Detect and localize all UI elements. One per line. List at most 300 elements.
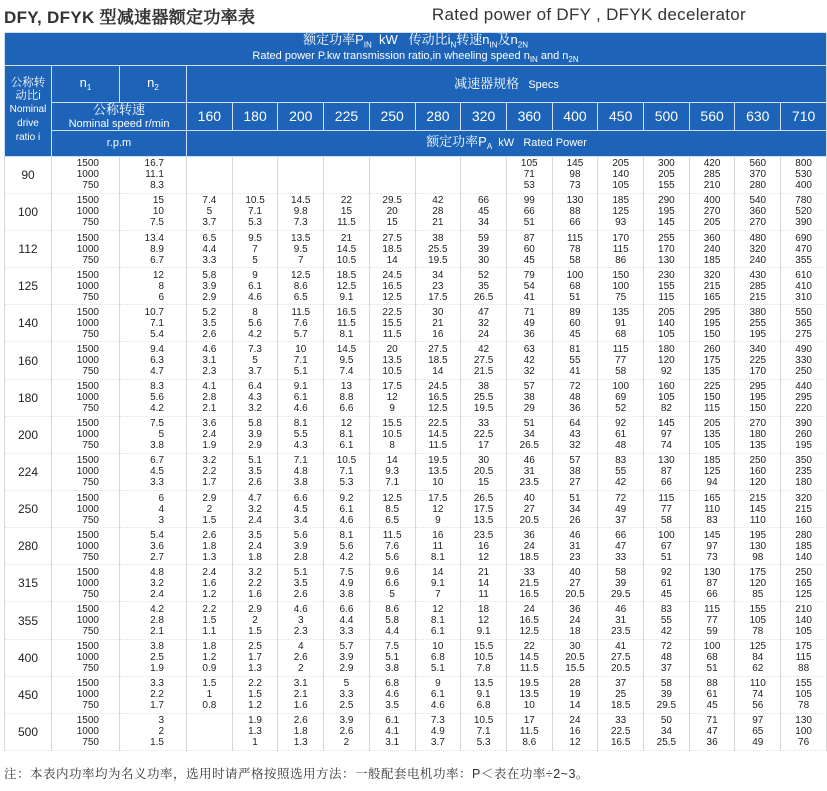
power-cell: 33 21.5 16.5 [506, 565, 552, 602]
power-cell: 24 16 12 [552, 713, 598, 750]
ratio-cell: 160 [5, 342, 52, 379]
n1-cell: 1500 1000 750 [52, 528, 120, 565]
spec-size: 450 [598, 103, 644, 130]
n2-cell: 15 10 7.5 [120, 193, 187, 230]
power-cell: 110 74 56 [735, 676, 781, 713]
power-cell: 130 88 66 [552, 193, 598, 230]
ratio-cell: 224 [5, 453, 52, 490]
power-cell: 5.1 3.5 2.6 [278, 565, 324, 602]
power-cell: 57 38 27 [552, 453, 598, 490]
header-rpm: r.p.m [52, 130, 187, 156]
power-cell: 210 140 105 [781, 602, 827, 639]
power-cell: 6.8 4.6 3.5 [369, 676, 415, 713]
n2-cell: 16.7 11.1 8.3 [120, 156, 187, 193]
table-row [5, 713, 827, 750]
power-cell: 72 49 37 [598, 491, 644, 528]
power-cell: 8 5.6 4.2 [232, 305, 278, 342]
power-cell: 92 61 48 [598, 416, 644, 453]
power-cell: 13.5 9.1 6.8 [461, 676, 507, 713]
power-cell: 255 170 130 [644, 231, 690, 268]
power-cell: 145 97 74 [644, 416, 690, 453]
power-cell: 2.6 1.8 1.3 [278, 713, 324, 750]
power-cell: 58 39 29.5 [598, 565, 644, 602]
power-cell: 9.2 6.1 4.6 [324, 491, 370, 528]
table-row [5, 416, 827, 453]
n2-cell: 8.3 5.6 4.2 [120, 379, 187, 416]
power-cell: 89 60 45 [552, 305, 598, 342]
power-cell: 2.5 1.7 1.3 [232, 639, 278, 676]
power-cell: 690 470 355 [781, 231, 827, 268]
power-cell: 10.5 7.1 5.3 [324, 453, 370, 490]
power-cell: 42 28 21 [415, 193, 461, 230]
n2-cell: 9.4 6.3 4.7 [120, 342, 187, 379]
power-cell: 92 61 45 [644, 565, 690, 602]
ratio-cell: 450 [5, 676, 52, 713]
power-cell: 7.3 5 3.7 [232, 342, 278, 379]
power-cell: 2.6 1.8 1.3 [187, 528, 233, 565]
power-cell: 40 27 20.5 [552, 565, 598, 602]
power-cell: 81 55 41 [552, 342, 598, 379]
power-cell: 270 180 135 [735, 416, 781, 453]
ratio-cell: 200 [5, 416, 52, 453]
power-cell: 38 25.5 19.5 [415, 231, 461, 268]
power-cell: 1.8 1.2 0.9 [187, 639, 233, 676]
power-cell: 160 105 82 [644, 379, 690, 416]
ratio-cell: 125 [5, 268, 52, 305]
power-cell: 440 295 220 [781, 379, 827, 416]
power-cell: 6.5 4.4 3.3 [187, 231, 233, 268]
ratio-cell: 315 [5, 565, 52, 602]
power-cell: 4.6 3 2.3 [278, 602, 324, 639]
power-cell: 14.5 9.8 7.3 [278, 193, 324, 230]
power-cell: 225 150 115 [689, 379, 735, 416]
power-cell: 100 68 51 [689, 639, 735, 676]
power-cell: 87 60 45 [506, 231, 552, 268]
power-cell: 800 530 400 [781, 156, 827, 193]
power-cell: 10 6.8 5.1 [415, 639, 461, 676]
n2-cell: 4.8 3.2 2.4 [120, 565, 187, 602]
n1-cell: 1500 1000 750 [52, 453, 120, 490]
power-cell: 79 54 41 [506, 268, 552, 305]
power-cell: 66 47 33 [598, 528, 644, 565]
power-cell: 155 105 78 [781, 676, 827, 713]
power-cell: 115 78 58 [552, 231, 598, 268]
power-cell: 15.5 10.5 8 [369, 416, 415, 453]
ratio-cell: 400 [5, 639, 52, 676]
power-cell: 4.6 3.1 2.3 [187, 342, 233, 379]
power-cell: 4.7 3.2 2.4 [232, 491, 278, 528]
power-cell: 10 7.1 5.1 [278, 342, 324, 379]
power-cell [187, 156, 233, 193]
power-cell: 360 240 185 [689, 231, 735, 268]
n1-cell: 1500 1000 750 [52, 193, 120, 230]
power-cell: 3.9 2.6 2 [324, 713, 370, 750]
power-cell: 300 205 155 [644, 156, 690, 193]
power-cell: 6.1 4.1 3.1 [369, 713, 415, 750]
power-cell: 99 66 51 [506, 193, 552, 230]
page-title-cn: DFY, DFYK 型减速器额定功率表 [4, 7, 256, 27]
n1-cell: 1500 1000 750 [52, 713, 120, 750]
power-cell: 40 27 20.5 [506, 491, 552, 528]
spec-size: 400 [552, 103, 598, 130]
power-cell: 145 97 73 [689, 528, 735, 565]
n1-cell: 1500 1000 750 [52, 602, 120, 639]
power-cell: 3.2 2.2 1.6 [232, 565, 278, 602]
power-cell: 5.7 3.9 2.9 [324, 639, 370, 676]
power-cell: 175 120 85 [735, 565, 781, 602]
power-cell: 14 9.3 7.1 [369, 453, 415, 490]
power-cell: 21 14.5 10.5 [324, 231, 370, 268]
power-cell: 41 27.5 20.5 [598, 639, 644, 676]
power-cell: 130 87 66 [644, 453, 690, 490]
header-rated-power-pa: 额定功率$P_A$ kW Rated Power [187, 130, 827, 156]
power-cell: 105 71 53 [506, 156, 552, 193]
power-cell: 205 140 105 [598, 156, 644, 193]
ratio-cell: 112 [5, 231, 52, 268]
power-cell: 195 130 98 [735, 528, 781, 565]
n1-cell: 1500 1000 750 [52, 156, 120, 193]
power-cell: 71 47 36 [689, 713, 735, 750]
power-cell: 100 67 51 [644, 528, 690, 565]
table-body [5, 156, 827, 750]
table-row [5, 156, 827, 193]
power-cell: 5.8 3.9 2.9 [187, 268, 233, 305]
power-cell: 5.1 3.5 2.6 [232, 453, 278, 490]
n1-cell: 1500 1000 750 [52, 565, 120, 602]
power-cell: 320 215 165 [689, 268, 735, 305]
power-cell: 36 24 18.5 [506, 528, 552, 565]
power-cell: 10.5 7.1 5.3 [232, 193, 278, 230]
power-cell: 490 330 250 [781, 342, 827, 379]
table-row [5, 602, 827, 639]
power-cell: 4.1 2.8 2.1 [187, 379, 233, 416]
power-cell: 205 140 105 [644, 305, 690, 342]
power-cell: 9.1 6.1 4.6 [278, 379, 324, 416]
power-cell: 280 185 140 [781, 528, 827, 565]
n2-cell: 3.8 2.5 1.9 [120, 639, 187, 676]
power-cell: 24 16.5 12.5 [506, 602, 552, 639]
spec-size: 710 [781, 103, 827, 130]
power-cell: 33 22.5 16.5 [598, 713, 644, 750]
power-cell: 59 39 30 [461, 231, 507, 268]
power-cell: 47 32 24 [461, 305, 507, 342]
table-row [5, 639, 827, 676]
power-cell: 3.5 2.4 1.8 [232, 528, 278, 565]
table-row [5, 231, 827, 268]
n1-cell: 1500 1000 750 [52, 491, 120, 528]
power-cell: 170 115 86 [598, 231, 644, 268]
n2-cell: 13.4 8.9 6.7 [120, 231, 187, 268]
table-row [5, 528, 827, 565]
power-cell: 18 12 9.1 [461, 602, 507, 639]
power-cell: 560 370 280 [735, 156, 781, 193]
power-cell: 6.4 4.3 3.2 [232, 379, 278, 416]
power-cell: 12 8.1 6.1 [324, 416, 370, 453]
power-cell: 5.2 3.5 2.6 [187, 305, 233, 342]
power-cell: 19.5 13.5 10 [415, 453, 461, 490]
power-cell [278, 156, 324, 193]
power-cell: 130 100 76 [781, 713, 827, 750]
power-cell: 2.9 2 1.5 [187, 491, 233, 528]
n1-cell: 1500 1000 750 [52, 379, 120, 416]
power-cell: 8.1 5.6 4.2 [324, 528, 370, 565]
spec-size: 360 [506, 103, 552, 130]
power-cell: 24.5 16.5 12.5 [415, 379, 461, 416]
ratio-cell: 180 [5, 379, 52, 416]
power-cell: 420 285 210 [689, 156, 735, 193]
power-cell: 46 31 23 [552, 528, 598, 565]
power-cell: 12.5 8.6 6.5 [278, 268, 324, 305]
power-cell: 180 120 92 [644, 342, 690, 379]
power-cell: 33 22.5 17 [461, 416, 507, 453]
power-cell: 46 31 23.5 [598, 602, 644, 639]
power-cell: 22.5 14.5 11.5 [415, 416, 461, 453]
power-cell: 5.6 3.9 2.8 [278, 528, 324, 565]
header-n2: $n_2$ [120, 66, 187, 103]
power-cell: 540 360 270 [735, 193, 781, 230]
power-cell: 52 35 26.5 [461, 268, 507, 305]
power-cell: 42 27.5 21.5 [461, 342, 507, 379]
power-cell: 1.9 1.3 1 [232, 713, 278, 750]
power-cell: 8.1 5.5 4.3 [278, 416, 324, 453]
power-cell: 100 68 51 [552, 268, 598, 305]
power-cell: 72 48 36 [552, 379, 598, 416]
power-cell: 23.5 16 12 [461, 528, 507, 565]
power-cell: 2.2 1.5 1.2 [232, 676, 278, 713]
power-cell: 6.6 4.5 3.4 [278, 491, 324, 528]
header-n1: $n_1$ [52, 66, 120, 103]
power-cell: 11.5 7.6 5.7 [278, 305, 324, 342]
power-cell [461, 156, 507, 193]
power-cell: 51 34 26 [552, 491, 598, 528]
power-cell: 12 8.1 6.1 [415, 602, 461, 639]
power-cell: 97 65 49 [735, 713, 781, 750]
power-cell: 2.4 1.6 1.2 [187, 565, 233, 602]
power-cell: 295 195 150 [689, 305, 735, 342]
power-cell: 145 98 73 [552, 156, 598, 193]
power-cell: 36 24 18 [552, 602, 598, 639]
power-cell: 21 14 11 [461, 565, 507, 602]
power-cell: 30 20.5 15 [461, 453, 507, 490]
n1-cell: 1500 1000 750 [52, 342, 120, 379]
power-cell: 290 195 145 [644, 193, 690, 230]
header-nominal-ratio: 公称转动比i Nominal drive ratio i [5, 66, 52, 156]
ratio-cell: 280 [5, 528, 52, 565]
power-cell: 295 195 150 [735, 379, 781, 416]
power-cell: 7.1 4.8 3.8 [278, 453, 324, 490]
spec-size: 500 [644, 103, 690, 130]
power-cell: 71 49 36 [506, 305, 552, 342]
power-cell: 13.5 9.5 7 [278, 231, 324, 268]
power-cell: 88 61 45 [689, 676, 735, 713]
rated-power-table [4, 32, 827, 751]
n2-cell: 12 8 6 [120, 268, 187, 305]
ratio-cell: 250 [5, 491, 52, 528]
power-cell: 13 8.8 6.6 [324, 379, 370, 416]
power-cell: 780 520 390 [781, 193, 827, 230]
n2-cell: 10.7 7.1 5.4 [120, 305, 187, 342]
n1-cell: 1500 1000 750 [52, 305, 120, 342]
power-cell: 7.3 4.9 3.7 [415, 713, 461, 750]
power-cell: 135 91 68 [598, 305, 644, 342]
power-cell: 205 135 105 [689, 416, 735, 453]
power-cell: 72 48 37 [644, 639, 690, 676]
power-cell: 22 15 11.5 [324, 193, 370, 230]
power-cell: 28 19 14 [552, 676, 598, 713]
power-cell: 480 320 240 [735, 231, 781, 268]
power-cell: 18.5 12.5 9.1 [324, 268, 370, 305]
power-cell: 51 34 26.5 [506, 416, 552, 453]
power-cell: 3.2 2.2 1.7 [187, 453, 233, 490]
power-cell: 215 145 110 [735, 491, 781, 528]
spec-size: 320 [461, 103, 507, 130]
spec-size: 225 [324, 103, 370, 130]
power-cell: 64 43 32 [552, 416, 598, 453]
power-cell: 7.4 5 3.7 [187, 193, 233, 230]
table-row [5, 193, 827, 230]
power-cell: 17.5 12 9 [369, 379, 415, 416]
power-cell: 3.6 2.4 1.9 [187, 416, 233, 453]
page-title-en: Rated power of DFY , DFYK decelerator [431, 5, 746, 24]
power-cell: 50 34 25.5 [644, 713, 690, 750]
power-cell: 58 39 29.5 [644, 676, 690, 713]
power-cell: 9.6 6.6 5 [369, 565, 415, 602]
header-rated-power-ratio: 额定功率$P_{IN}$ kW 传动比$i_N$转速$n_{IN}$及$n_{2N}$ Rated power P.kw transmission ratio,in wheeling speed $n_{IN}$ and $n_{2N}$ [5, 33, 827, 66]
power-cell: 1.5 1 0.8 [187, 676, 233, 713]
n2-cell: 5.4 3.6 2.7 [120, 528, 187, 565]
power-cell: 100 69 52 [598, 379, 644, 416]
power-cell: 115 77 58 [644, 491, 690, 528]
power-cell: 17.5 12 9 [415, 491, 461, 528]
n1-cell: 1500 1000 750 [52, 268, 120, 305]
n2-cell: 6 4 3 [120, 491, 187, 528]
table-row [5, 342, 827, 379]
power-cell: 27.5 18.5 14 [415, 342, 461, 379]
title-row [4, 2, 796, 28]
power-cell: 115 77 58 [598, 342, 644, 379]
power-cell: 115 77 59 [689, 602, 735, 639]
power-cell: 5.8 3.9 2.9 [232, 416, 278, 453]
power-cell: 46 31 23.5 [506, 453, 552, 490]
footnote: 注：本表内功率均为名义功率，选用时请严格按照选用方法：一般配套电机功率：P＜表在功率÷2~3。 [4, 767, 589, 781]
power-cell: 57 38 29 [506, 379, 552, 416]
power-cell: 230 155 115 [644, 268, 690, 305]
power-cell: 550 365 275 [781, 305, 827, 342]
n2-cell: 3 2 1.5 [120, 713, 187, 750]
power-cell: 390 260 195 [781, 416, 827, 453]
power-cell: 11.5 7.6 5.6 [369, 528, 415, 565]
power-cell: 250 165 125 [781, 565, 827, 602]
power-cell: 320 215 160 [781, 491, 827, 528]
n2-cell: 6.7 4.5 3.3 [120, 453, 187, 490]
power-cell: 19.5 13.5 10 [506, 676, 552, 713]
power-cell: 8.6 5.8 4.4 [369, 602, 415, 639]
power-cell: 3.1 2.1 1.6 [278, 676, 324, 713]
power-cell: 30 20.5 15.5 [552, 639, 598, 676]
power-cell [324, 156, 370, 193]
spec-size: 630 [735, 103, 781, 130]
power-cell: 30 21 16 [415, 305, 461, 342]
spec-size: 200 [278, 103, 324, 130]
power-cell: 175 115 88 [781, 639, 827, 676]
power-cell: 24.5 16.5 12.5 [369, 268, 415, 305]
spec-size: 560 [689, 103, 735, 130]
power-cell: 155 105 78 [735, 602, 781, 639]
power-cell: 14 9.1 7 [415, 565, 461, 602]
power-cell: 400 270 205 [689, 193, 735, 230]
power-cell: 340 225 170 [735, 342, 781, 379]
power-cell: 350 235 180 [781, 453, 827, 490]
power-cell: 26.5 17.5 13.5 [461, 491, 507, 528]
n2-cell: 7.5 5 3.8 [120, 416, 187, 453]
spec-size: 160 [187, 103, 233, 130]
power-cell: 16.5 11.5 8.1 [324, 305, 370, 342]
power-cell: 7.5 4.9 3.8 [324, 565, 370, 602]
ratio-cell: 355 [5, 602, 52, 639]
power-cell: 4 2.6 2 [278, 639, 324, 676]
power-cell: 430 285 215 [735, 268, 781, 305]
power-cell: 34 23 17.5 [415, 268, 461, 305]
power-cell: 27.5 18.5 14 [369, 231, 415, 268]
power-cell: 150 100 75 [598, 268, 644, 305]
power-cell: 22 14.5 11.5 [506, 639, 552, 676]
power-cell: 83 55 42 [644, 602, 690, 639]
power-cell: 260 175 135 [689, 342, 735, 379]
table-row [5, 491, 827, 528]
n1-cell: 1500 1000 750 [52, 639, 120, 676]
power-cell: 37 25 18.5 [598, 676, 644, 713]
spec-size: 280 [415, 103, 461, 130]
power-cell: 185 125 93 [598, 193, 644, 230]
power-cell: 12.5 8.5 6.5 [369, 491, 415, 528]
power-cell: 165 110 83 [689, 491, 735, 528]
ratio-cell: 90 [5, 156, 52, 193]
power-cell: 38 25.5 19.5 [461, 379, 507, 416]
table-row [5, 676, 827, 713]
n2-cell: 3.3 2.2 1.7 [120, 676, 187, 713]
ratio-cell: 500 [5, 713, 52, 750]
power-cell: 10.5 7.1 5.3 [461, 713, 507, 750]
power-cell: 2.9 2 1.5 [232, 602, 278, 639]
power-cell [187, 713, 233, 750]
power-cell: 130 87 66 [689, 565, 735, 602]
power-cell: 2.2 1.5 1.1 [187, 602, 233, 639]
power-cell: 16 11 8.1 [415, 528, 461, 565]
power-cell [232, 156, 278, 193]
power-cell: 250 160 120 [735, 453, 781, 490]
n1-cell: 1500 1000 750 [52, 676, 120, 713]
ratio-cell: 100 [5, 193, 52, 230]
table-row [5, 379, 827, 416]
spec-size: 180 [232, 103, 278, 130]
power-cell: 380 255 195 [735, 305, 781, 342]
power-cell: 63 42 32 [506, 342, 552, 379]
spec-size: 250 [369, 103, 415, 130]
power-cell: 7.5 5.1 3.8 [369, 639, 415, 676]
power-cell: 17 11.5 8.6 [506, 713, 552, 750]
header-specs: 减速器规格 Specs [187, 66, 827, 103]
power-cell: 14.5 9.5 7.4 [324, 342, 370, 379]
power-cell: 9 6.1 4.6 [415, 676, 461, 713]
power-cell: 6.6 4.4 3.3 [324, 602, 370, 639]
n2-cell: 4.2 2.8 2.1 [120, 602, 187, 639]
power-cell: 9 6.1 4.6 [232, 268, 278, 305]
n1-cell: 1500 1000 750 [52, 231, 120, 268]
power-cell: 83 55 42 [598, 453, 644, 490]
table-row [5, 453, 827, 490]
n1-cell: 1500 1000 750 [52, 416, 120, 453]
power-cell [369, 156, 415, 193]
